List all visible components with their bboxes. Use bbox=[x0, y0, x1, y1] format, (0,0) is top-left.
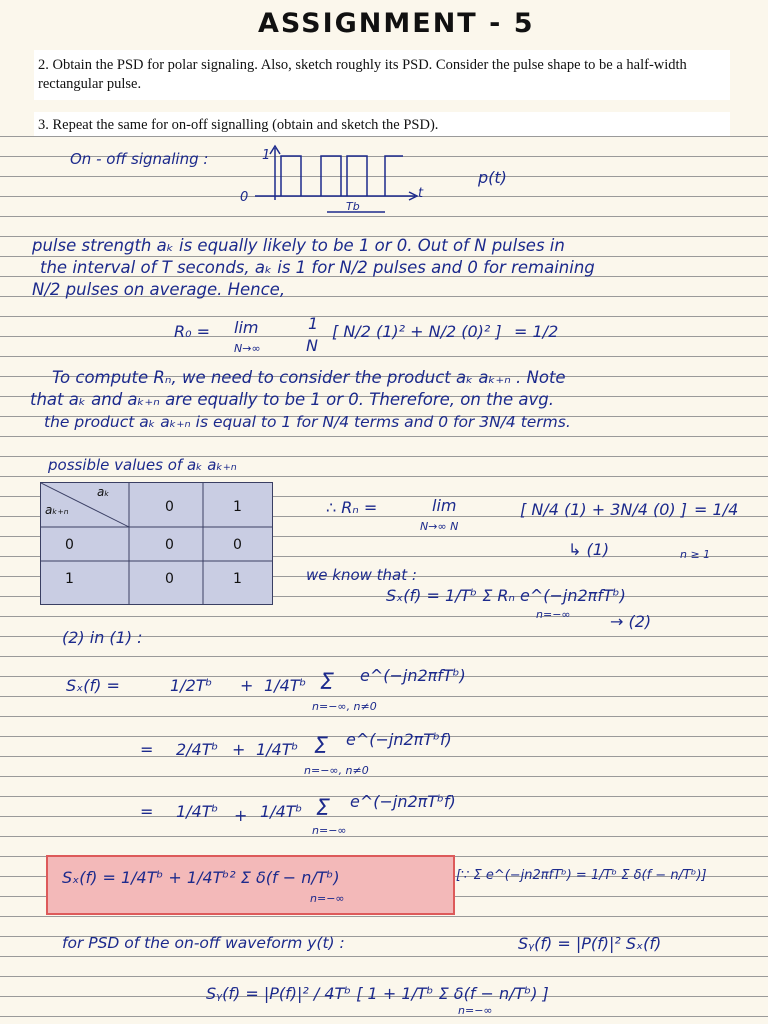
table-cell: 1 bbox=[233, 571, 242, 587]
r0-lim-sub: N→∞ bbox=[234, 342, 261, 355]
table-col-header: 1 bbox=[233, 499, 242, 515]
step2-sum-limit: n=−∞, n≠0 bbox=[304, 764, 369, 777]
step1-lhs: Sₓ(f) = bbox=[66, 676, 120, 695]
sketch-pt-label: p(t) bbox=[478, 168, 507, 187]
question-2 bbox=[34, 50, 730, 100]
possible-values-table bbox=[40, 482, 273, 605]
question-2-text: 2. Obtain the PSD for polar signaling. Also, sketch roughly its PSD. Consider the pulse shape to be a half-width rectangular pulse. bbox=[38, 57, 687, 92]
rn-lim: lim bbox=[432, 496, 457, 515]
step2-lhs: = bbox=[140, 740, 154, 759]
step2-term2: 1/4Tᵇ bbox=[256, 740, 299, 759]
r0-lhs: R₀ = bbox=[174, 322, 211, 341]
boxed-result-sum-limit: n=−∞ bbox=[310, 892, 345, 905]
sketch-tb-label: Tb bbox=[346, 200, 360, 213]
sketch-t-label: t bbox=[418, 186, 424, 201]
para1-line3: N/2 pulses on average. Hence, bbox=[32, 280, 286, 299]
step1-term2: 1/4Tᵇ bbox=[264, 676, 307, 695]
r0-frac-den: N bbox=[306, 336, 318, 355]
sketch-label: On - off signaling : bbox=[70, 150, 209, 168]
table-row-header: 1 bbox=[65, 571, 74, 587]
step3-exp: e^(−jn2πTᵇf) bbox=[350, 792, 456, 811]
step3-term2: 1/4Tᵇ bbox=[260, 802, 303, 821]
step2-op: + bbox=[232, 740, 246, 759]
know-sum-limit: n=−∞ bbox=[536, 608, 571, 621]
step3-term1: 1/4Tᵇ bbox=[176, 802, 219, 821]
rn-result: = 1/4 bbox=[694, 500, 739, 519]
table-cell: 0 bbox=[165, 571, 174, 587]
step1-op: + bbox=[240, 676, 254, 695]
rn-condition: n ≥ 1 bbox=[680, 548, 711, 561]
substitution-label: (2) in (1) : bbox=[62, 628, 143, 647]
rn-lim-sub: N→∞ N bbox=[420, 520, 459, 533]
psd-sum-limit: n=−∞ bbox=[458, 1004, 493, 1017]
rn-ref: ↳ (1) bbox=[568, 540, 610, 559]
boxed-result-equation: Sₓ(f) = 1/4Tᵇ + 1/4Tᵇ² Σ δ(f − n/Tᵇ) bbox=[62, 868, 340, 887]
r0-frac-num: 1 bbox=[308, 314, 319, 333]
psd-label: for PSD of the on-off waveform y(t) : bbox=[62, 934, 345, 952]
step3-op: + bbox=[234, 806, 248, 825]
r0-lim: lim bbox=[234, 318, 259, 337]
para2-line2: that aₖ and aₖ₊ₙ are equally to be 1 or 0. Therefore, on the avg. bbox=[30, 390, 554, 409]
step2-term1: 2/4Tᵇ bbox=[176, 740, 219, 759]
para1-line1: pulse strength aₖ is equally likely to be 1 or 0. Out of N pulses in bbox=[32, 236, 565, 255]
step1-sum: Σ bbox=[320, 670, 334, 695]
rn-lhs: ∴ Rₙ = bbox=[326, 498, 378, 517]
table-corner-bottom: aₖ₊ₙ bbox=[45, 503, 69, 517]
boxed-result-note: [∵ Σ e^(−jn2πfTᵇ) = 1/Tᵇ Σ δ(f − n/Tᵇ)] bbox=[456, 868, 707, 883]
psd-equation-1: Sᵧ(f) = |P(f)|² Sₓ(f) bbox=[518, 934, 662, 953]
r0-bracket: [ N/2 (1)² + N/2 (0)² ] bbox=[332, 322, 502, 341]
table-col-header: 0 bbox=[165, 499, 174, 515]
step1-exp: e^(−jn2πfTᵇ) bbox=[360, 666, 466, 685]
know-ref: → (2) bbox=[610, 612, 652, 631]
question-3-text: 3. Repeat the same for on-off signalling (obtain and sketch the PSD). bbox=[38, 117, 439, 133]
table-corner-top: aₖ bbox=[97, 485, 110, 499]
para1-line2: the interval of T seconds, aₖ is 1 for N/2 pulses and 0 for remaining bbox=[40, 258, 595, 277]
table-cell: 0 bbox=[165, 537, 174, 553]
step1-term1: 1/2Tᵇ bbox=[170, 676, 213, 695]
step1-sum-limit: n=−∞, n≠0 bbox=[312, 700, 377, 713]
table-row-header: 0 bbox=[65, 537, 74, 553]
rn-bracket: [ N/4 (1) + 3N/4 (0) ] bbox=[520, 500, 687, 519]
psd-equation-2: Sᵧ(f) = |P(f)|² / 4Tᵇ [ 1 + 1/Tᵇ Σ δ(f − n/Tᵇ) ] bbox=[206, 984, 549, 1003]
page-title: ASSIGNMENT - 5 bbox=[258, 8, 535, 39]
question-3 bbox=[34, 112, 730, 136]
table-caption: possible values of aₖ aₖ₊ₙ bbox=[48, 456, 237, 474]
table-cell: 0 bbox=[233, 537, 242, 553]
sketch-y1-label: 1 bbox=[262, 148, 271, 163]
step3-sum-limit: n=−∞ bbox=[312, 824, 347, 837]
para2-line1: To compute Rₙ, we need to consider the product aₖ aₖ₊ₙ . Note bbox=[52, 368, 566, 387]
step3-sum: Σ bbox=[316, 796, 330, 821]
r0-result: = 1/2 bbox=[514, 322, 559, 341]
know-label: we know that : bbox=[306, 566, 417, 584]
know-equation: Sₓ(f) = 1/Tᵇ Σ Rₙ e^(−jn2πfTᵇ) bbox=[386, 586, 626, 605]
step2-exp: e^(−jn2πTᵇf) bbox=[346, 730, 452, 749]
para2-line3: the product aₖ aₖ₊ₙ is equal to 1 for N/4 terms and 0 for 3N/4 terms. bbox=[44, 413, 571, 431]
step3-lhs: = bbox=[140, 802, 154, 821]
step2-sum: Σ bbox=[314, 734, 328, 759]
sketch-y0-label: 0 bbox=[240, 190, 249, 205]
